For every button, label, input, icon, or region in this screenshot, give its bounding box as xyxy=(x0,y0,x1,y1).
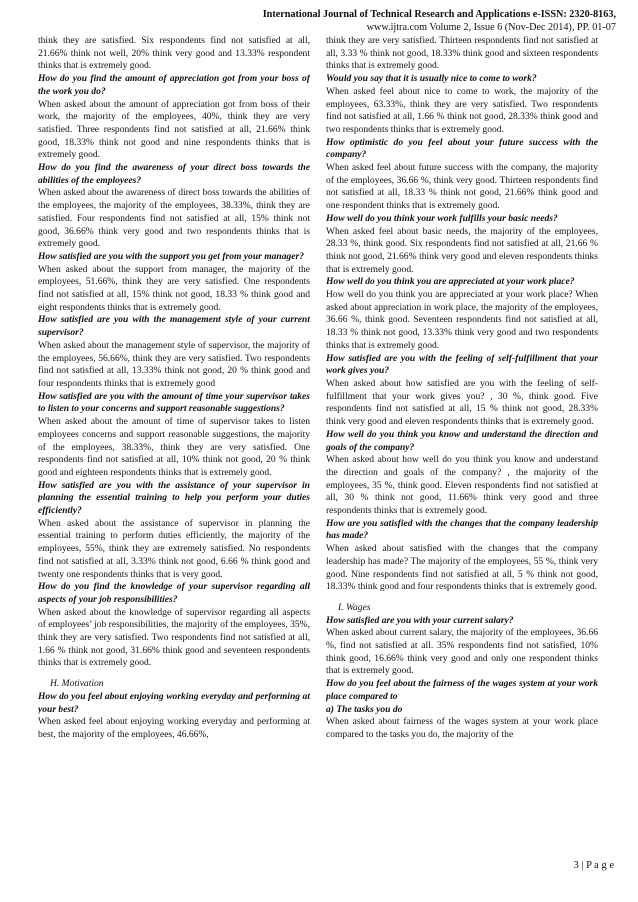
body-paragraph: When asked feel about enjoying working everyday and performing at best, the majority of the employees, 46.66%, xyxy=(38,716,310,740)
body-paragraph: When asked feel about basic needs, the majority of the employees, 28.33 %, think good. Six respondents find not satisfied at all, 21.66 % think not good, 21.66% think very good and eleven respondents thinks that is extremely good. xyxy=(326,225,598,275)
body-paragraph: When asked about how well do you think you know and understand the direction and goals of the company? , the majority of the employees, 35 %, think good. Eleven respondents find not satisfied at all, 30 % think not good, 11.66% think very good and three respondents thinks that is extremely good. xyxy=(326,454,598,517)
question-heading: How satisfied are you with the assistance of your supervisor in planning the essential training to help you perform your duties efficiently? xyxy=(38,479,310,517)
question-heading: How satisfied are you with the management style of your current supervisor? xyxy=(38,314,310,339)
question-heading: How are you satisfied with the changes that the company leadership has made? xyxy=(326,517,598,542)
journal-issue: www.ijtra.com Volume 2, Issue 6 (Nov-Dec 2014), PP. 01-07 xyxy=(366,22,616,33)
page-number: 3 | P a g e xyxy=(573,860,614,871)
body-paragraph: When asked feel about future success with the company, the majority of the employees, 36.66 %, think very good. Thirteen respondents find not satisfied at all, 18.33 % think not good, 21.66% think good and one respondent thinks that is extremely good. xyxy=(326,162,598,212)
section-heading: I. Wages xyxy=(338,601,371,613)
left-column xyxy=(38,35,310,850)
question-heading: How do you find the awareness of your direct boss towards the abilities of the employees? xyxy=(38,162,310,186)
subitem-heading: a) The tasks you do xyxy=(326,703,403,715)
body-paragraph: When asked about current salary, the majority of the employees, 36.66 %, find not satisfied at all. 35% respondents find not satisfied, 10% think good, 16.66% think very good and only one respondent thinks that is extremely good. xyxy=(326,627,598,677)
right-column xyxy=(326,35,598,850)
body-paragraph: think they are satisfied. Six respondents find not satisfied at all, 21.66% think not well, 20% think very good and 13.33% respondent thinks that is extremely good. xyxy=(38,35,310,72)
body-paragraph: When asked about the amount of appreciation got from boss of their work, the majority of the employees, 40%, think they are very satisfied. Three respondents find not satisfied at all, 21.66% think good, 18.33% think not good and nine respondents thinks that is extremely good. xyxy=(38,98,310,161)
question-heading: How satisfied are you with the support you get from your manager? xyxy=(38,250,305,262)
body-paragraph: When asked about the assistance of supervisor in planning the essential training to perform duties efficiently, the majority of the employees, 55%, think they are extremely satisfied. No respondents find not satisfied at all, 3.33% think not good, 6.66 % think good and twenty one respondents thinks that is very good. xyxy=(38,517,310,580)
body-paragraph: When asked about the amount of time of supervisor takes to listen employees concerns and support reasonable suggestions, the majority of the employees, 38.33%, think they are very satisfied. One respondents find not satisfied at all, 10% think not good, 20 % think good and eighteen respondents thinks that is extremely good. xyxy=(38,416,310,478)
body-paragraph: When asked about the awareness of direct boss towards the abilities of the employees, the majority of the employees, 38.33%, think they are satisfied. Four respondents find not satisfied at all, 15% think not good, 36.66% think very good and two respondents thinks that is extremely good. xyxy=(38,187,310,250)
body-paragraph: When asked about the support from manager, the majority of the employees, 51.66%, think they are very satisfied. One respondents find not satisfied at all, 15% think not good, 18.33 % think good and eight respondents thinks that is extremely good. xyxy=(38,263,310,313)
question-heading: Would you say that it is usually nice to come to work? xyxy=(326,73,537,85)
question-heading: How do you feel about enjoying working everyday and performing at your best? xyxy=(38,690,310,715)
question-heading: How well do you think your work fulfills your basic needs? xyxy=(326,212,558,224)
body-paragraph: When asked about the management style of supervisor, the majority of the employees, 56.66%, think they are very satisfied. Two respondents find not satisfied at all, 13.33% think not good, 20 % think good and four respondents thinks that is extremely good xyxy=(38,339,310,389)
question-heading: How well do you think you are appreciated at your work place? xyxy=(326,276,575,288)
body-paragraph: When asked about fairness of the wages system at your work place compared to the tasks you do, the majority of the xyxy=(326,716,598,740)
question-heading: How well do you think you know and understand the direction and goals of the company? xyxy=(326,428,598,453)
question-heading: How satisfied are you with the feeling of self-fulfillment that your work gives you? xyxy=(326,352,598,377)
question-heading: How do you find the amount of appreciation got from your boss of the work you do? xyxy=(38,73,310,97)
body-paragraph: When asked about satisfied with the changes that the company leadership has made? The majority of the employees, 55 %, think very good. Nine respondents find not satisfied at all, 5 % think not good, 18.33% think good and four respondents thinks that is extremely good. xyxy=(326,543,598,593)
question-heading: How do you feel about the fairness of the wages system at your work place compared to xyxy=(326,678,598,702)
body-paragraph: When asked feel about nice to come to work, the majority of the employees, 63.33%, think they are very satisfied. Two respondents find not satisfied at all, 1.66 % think not good, 28.33% think good and two respondents thinks that is extremely good. xyxy=(326,85,598,135)
body-paragraph: When asked about the knowledge of supervisor regarding all aspects of employees’ job responsibilities, the majority of the employees, 35%, think they are very satisfied. Two respondents find not satisfied at all, 1.66 % think not good, 31.66% think good and seventeen respondents thinks that is extremely good. xyxy=(38,606,310,669)
journal-title: International Journal of Technical Research and Applications e-ISSN: 2320-8163, xyxy=(262,9,616,20)
section-heading: H. Motivation xyxy=(50,678,104,690)
body-paragraph: think they are very satisfied. Thirteen respondents find not satisfied at all, 3.33 % think not good, 18.33% think good and sixteen respondents thinks that is extremely good. xyxy=(326,35,598,72)
question-heading: How satisfied are you with the amount of time your supervisor takes to listen to your concerns and support reasonable suggestions? xyxy=(38,390,310,415)
body-paragraph: How well do you think you are appreciated at your work place? When asked about appreciation in work place, the majority of the employees, 36.66 %, think good. Seventeen respondents find not satisfied at all, 18.33 % think not good, 13.33% think very good and two respondents thinks that is extremely good. xyxy=(326,289,598,351)
body-paragraph: When asked about how satisfied are you with the feeling of self-fulfillment that your work gives you? , 30 %, think good. Five respondents find not satisfied at all, 15 % think not good, 28.33% think very good and eleven respondents thinks that is extremely good. xyxy=(326,377,598,428)
question-heading: How do you find the knowledge of your supervisor regarding all aspects of your job responsibilities? xyxy=(38,581,310,605)
question-heading: How satisfied are you with your current salary? xyxy=(326,614,514,626)
question-heading: How optimistic do you feel about your future success with the company? xyxy=(326,136,598,161)
running-header xyxy=(56,8,616,34)
